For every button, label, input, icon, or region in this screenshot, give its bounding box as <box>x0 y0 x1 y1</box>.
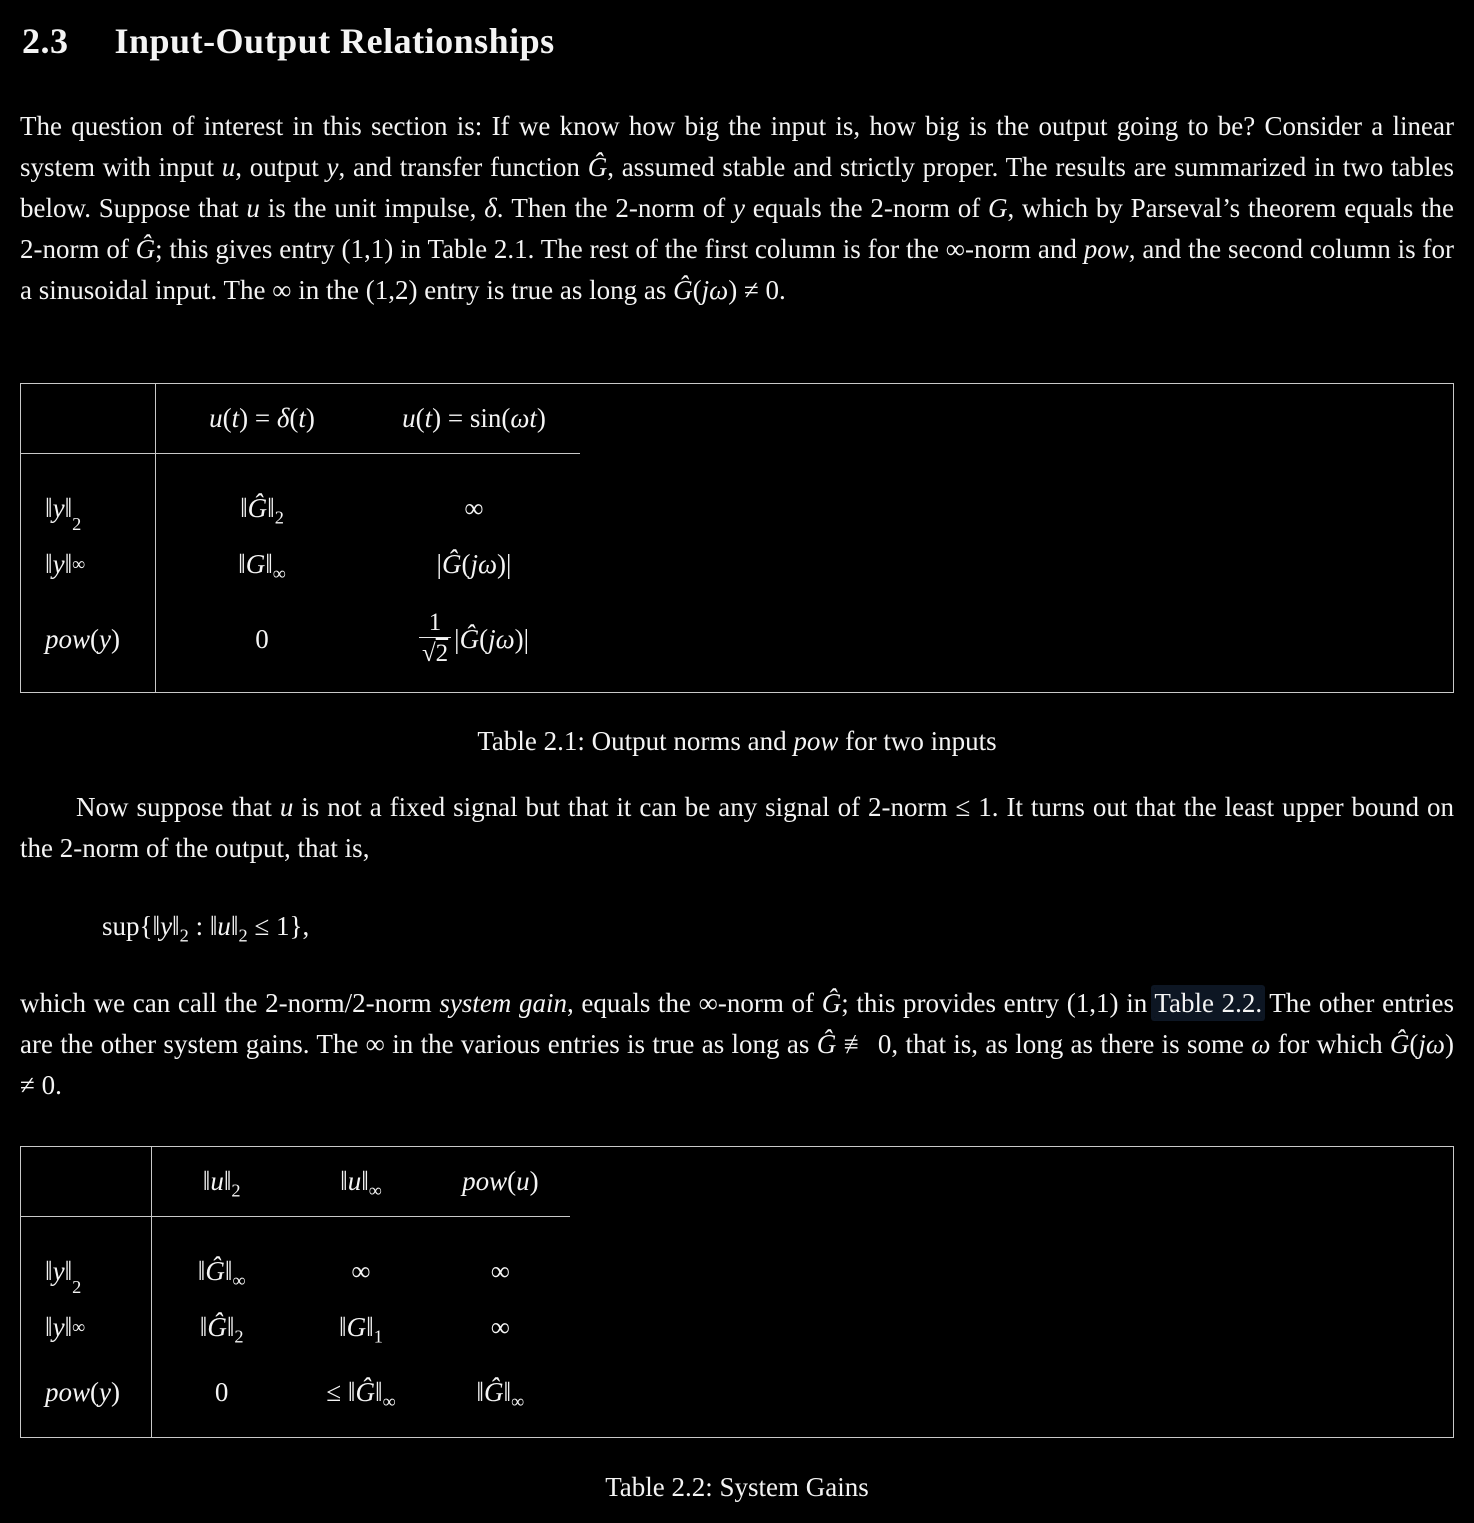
table-2-2-cell: $‖Ĝ‖_\infty$ <box>476 1376 525 1411</box>
table-2-1-row <box>156 596 580 692</box>
table-2-2-cell: $‖Ĝ‖_\infty$ <box>197 1256 246 1291</box>
table-2-1-corner-cell <box>21 384 156 454</box>
table-2-1-row <box>156 454 580 532</box>
table-2-2-row <box>152 1295 570 1359</box>
fraction-denominator <box>419 637 451 669</box>
table-2-2-row-label: ‖ y ‖ 2 <box>21 1217 152 1295</box>
section-title: Input-Output Relationships <box>114 21 555 61</box>
table-2-1-header-row <box>156 384 580 454</box>
section-heading <box>22 20 1454 62</box>
table-2-2-cell: ∞ <box>490 1311 510 1342</box>
paragraph-gains-pre: which we can call the 2-norm/2-norm system gain, equals the ∞-norm of Ĝ; this provides entry (1,1) in <box>20 988 1155 1018</box>
paragraph-gains <box>20 983 1454 1106</box>
table-2-1 <box>20 383 1454 693</box>
table-2-2-row-label: ‖ y ‖ ∞ <box>21 1295 152 1359</box>
table-2-2-cell: $‖G‖_1$ <box>339 1311 383 1346</box>
table-2-2-cell: $‖Ĝ‖_2$ <box>199 1311 244 1346</box>
paragraph-intro: The question of interest in this section is: If we know how big the input is, how big is the output going to be? Consider a linear system with input u, output y, and transfer function Ĝ, assumed stable and strictly proper. The results are summarized in two tables below. Suppose that u is the unit impulse, δ. Then the 2-norm of y equals the 2-norm of G, which by Parseval’s theorem equals the 2-norm of Ĝ; this gives entry (1,1) in Table 2.1. The rest of the first column is for the ∞-norm and pow, and the second column is for a sinusoidal input. The ∞ in the (1,2) entry is true as long as Ĝ(jω) ≠ 0. <box>20 111 1454 305</box>
fraction-numerator: 1 <box>428 608 442 636</box>
table-2-1-row-label: pow ( y ) <box>21 596 156 692</box>
paragraph-gains-post: The other entries are the other system gains. The ∞ in the various entries is true as long as Ĝ ≢ 0, that is, as long as there is some ω for which Ĝ(jω) ≠ 0. <box>20 988 1455 1100</box>
sup-equation: $sup\{‖y‖_2$ : $‖u‖_2 \le 1$}, <box>102 911 310 946</box>
fraction-trailing-term: |Ĝ(jω)| <box>454 623 530 654</box>
table-2-2-link[interactable]: Table 2.2. <box>1154 988 1263 1018</box>
table-2-2-caption: Table 2.2: System Gains <box>605 1472 869 1502</box>
table-2-2-row <box>152 1217 570 1295</box>
table-2-1-cell-fraction <box>419 609 529 670</box>
table-2-2-cell: ≤ $‖Ĝ‖_\infty$ <box>326 1376 396 1411</box>
table-2-1-row-label: ‖ y ‖ 2 <box>21 454 156 532</box>
radical-sign: √ <box>421 640 436 668</box>
table-2-2-cell: ∞ <box>351 1256 371 1286</box>
table-2-2-row <box>152 1359 570 1437</box>
table-2-1-col-header: u(t) = sin(ωt) <box>402 403 546 433</box>
table-2-2-row-label: pow ( y ) <box>21 1359 152 1437</box>
fraction <box>419 609 451 670</box>
table-2-1-cell: |Ĝ(jω)| <box>436 548 512 579</box>
table-2-2-col-header: pow(u) <box>462 1166 539 1196</box>
table-2-1-col-header: u(t) = δ(t) <box>209 403 315 433</box>
table-2-1-caption: Table 2.1: Output norms and pow for two inputs <box>477 726 997 756</box>
table-2-2 <box>20 1146 1454 1438</box>
table-2-2-cell: 0 <box>214 1376 229 1407</box>
radicand: 2 <box>435 640 449 668</box>
table-2-1-row-label: ‖ y ‖ ∞ <box>21 532 156 596</box>
table-2-2-col-header: $‖u‖_2$ <box>202 1166 241 1201</box>
table-2-1-cell: $‖G‖_\infty$ <box>238 548 286 583</box>
table-2-1-cell: ∞ <box>464 493 484 523</box>
table-2-1-cell: 0 <box>255 623 269 654</box>
table-2-2-header-row <box>152 1147 570 1217</box>
table-2-1-cell: $‖Ĝ‖_2$ <box>240 493 284 528</box>
section-number: 2.3 <box>22 21 69 61</box>
table-2-2-col-header: $‖u‖_\infty$ <box>340 1166 382 1201</box>
table-2-2-corner-cell <box>21 1147 152 1217</box>
table-2-2-cell: ∞ <box>490 1256 510 1286</box>
paragraph-middle: Now suppose that u is not a fixed signal but that it can be any signal of 2-norm ≤ 1. It turns out that the least upper bound on the 2-norm of the output, that is, <box>20 792 1454 863</box>
table-2-1-row <box>156 532 580 596</box>
